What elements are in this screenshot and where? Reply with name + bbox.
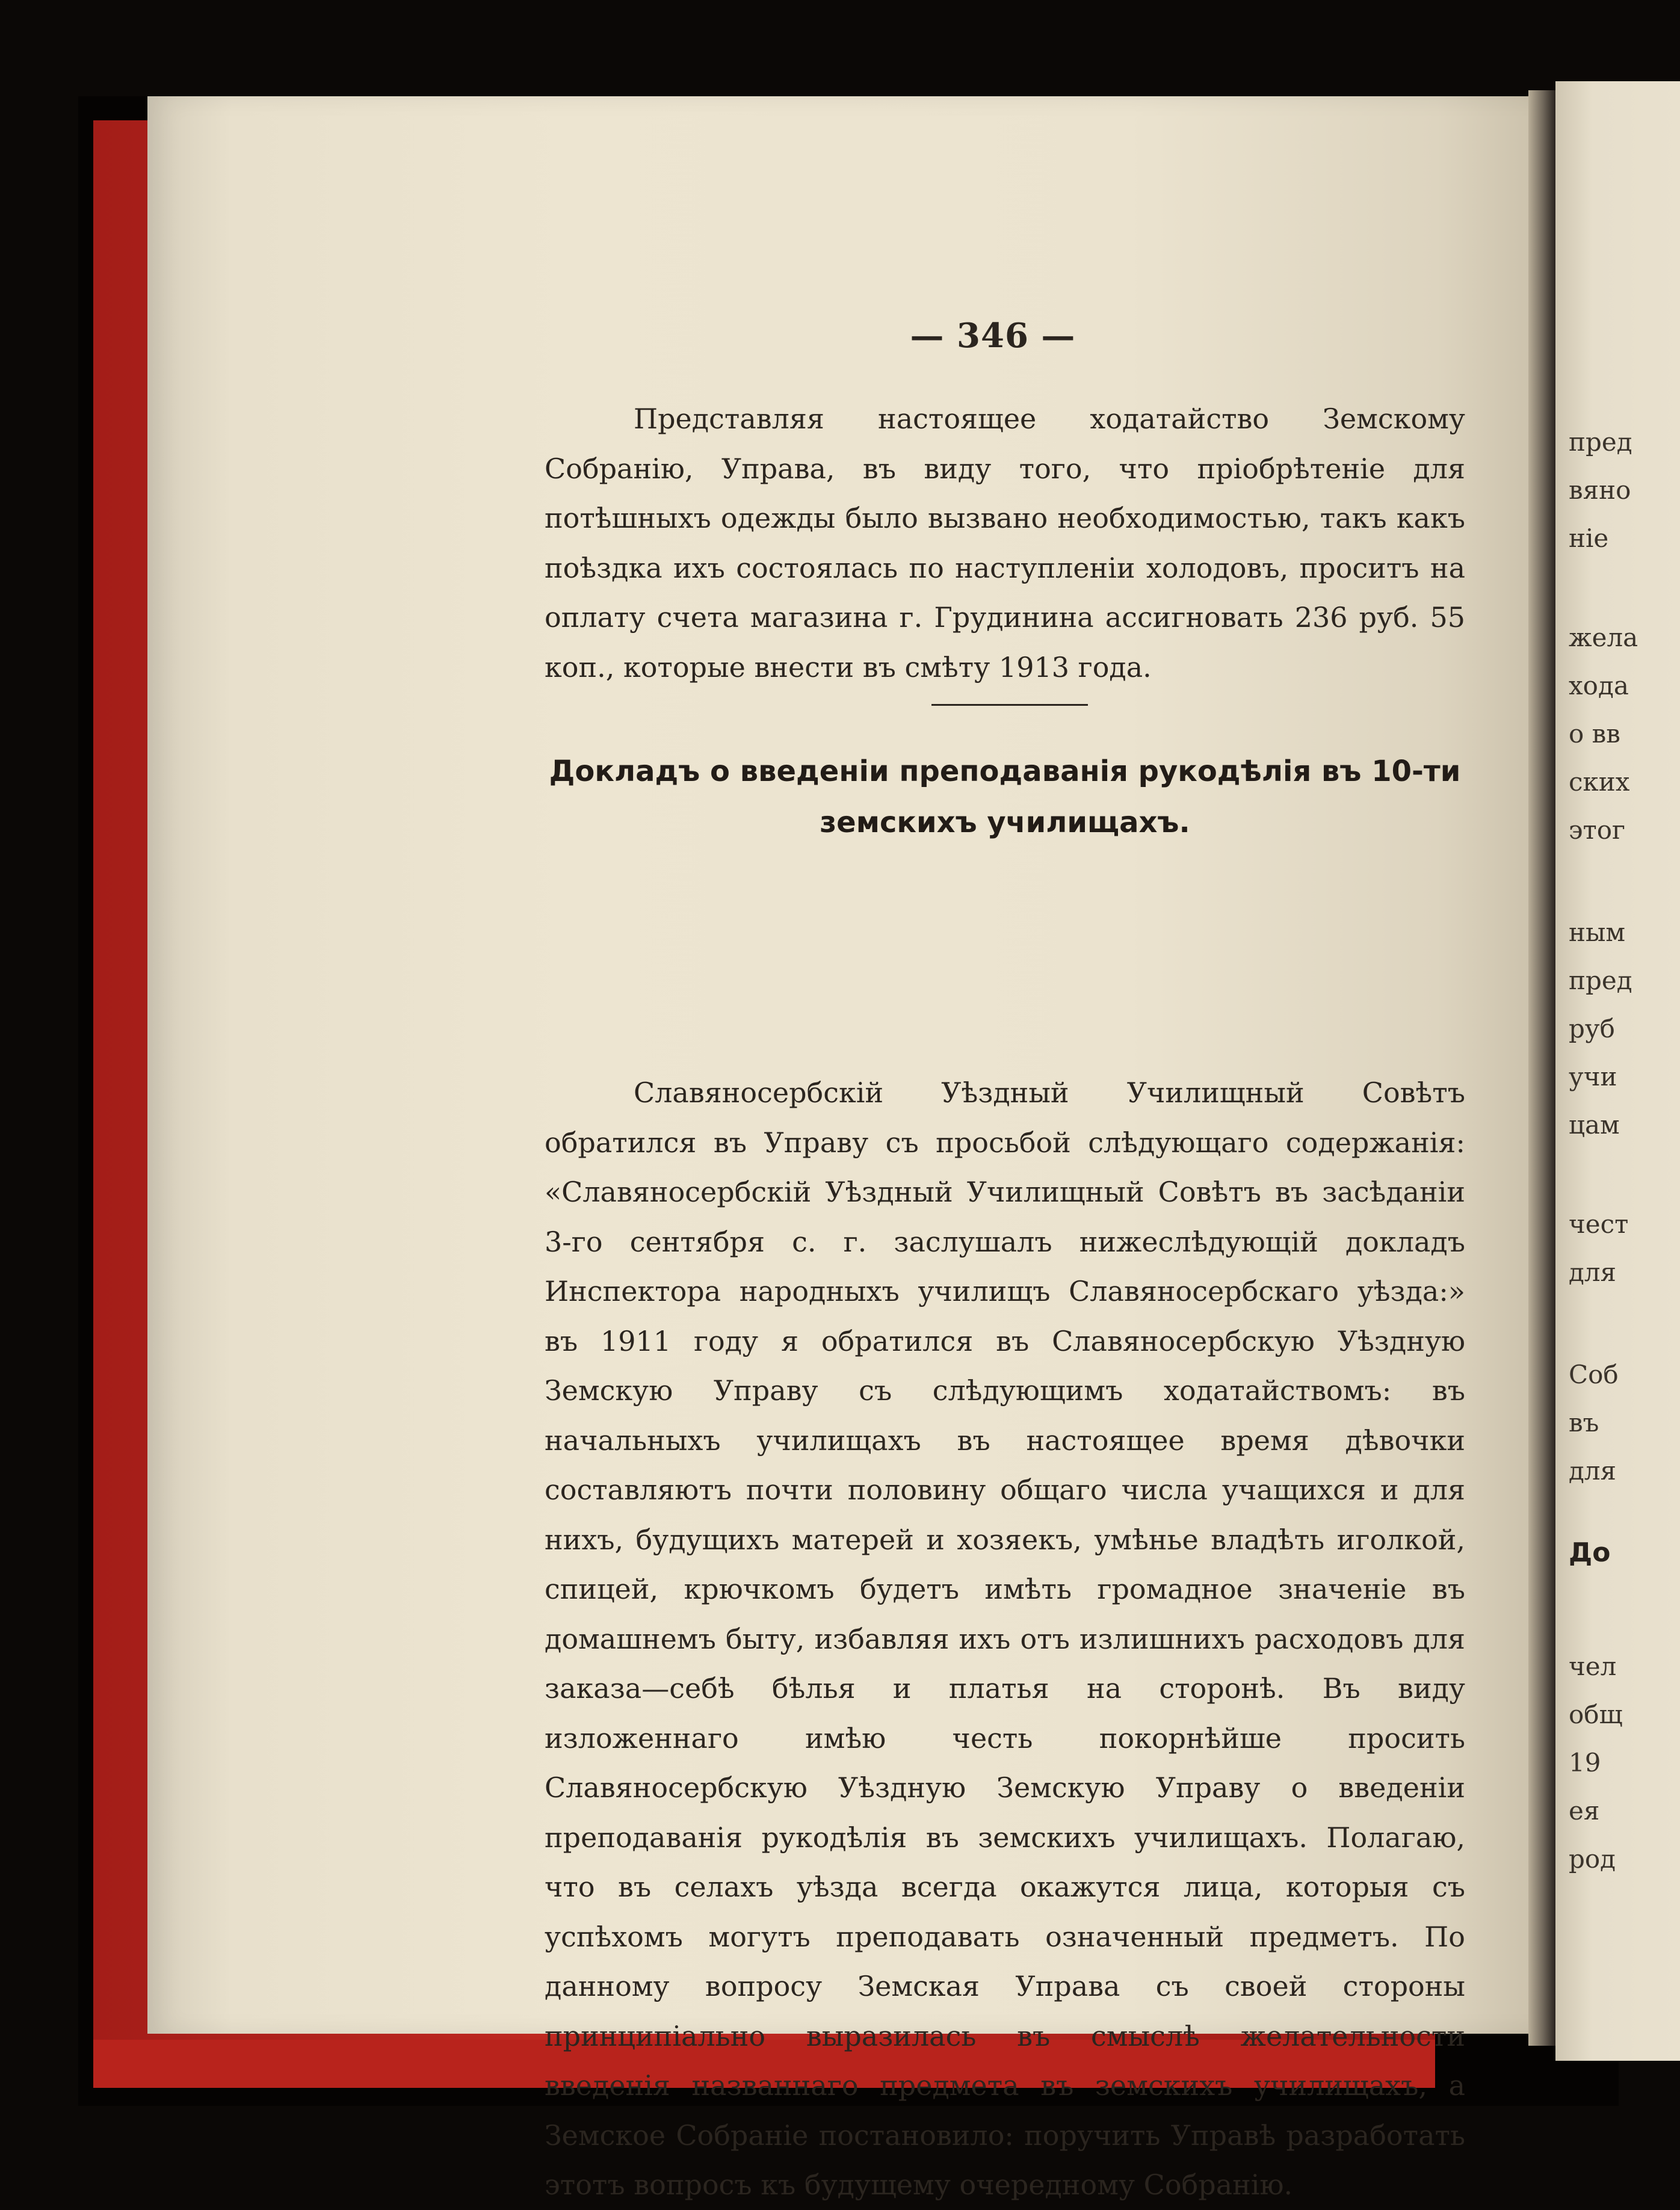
right-page-fragment: ным	[1569, 918, 1626, 947]
right-page-fragment: ских	[1569, 767, 1630, 797]
right-page-fragment: хода	[1569, 671, 1629, 700]
right-page-fragment: род	[1569, 1844, 1616, 1874]
right-page-fragment: учи	[1569, 1062, 1617, 1091]
right-page-fragment: этог	[1569, 815, 1626, 845]
section-heading: Докладъ о введеніи преподаванія рукодѣлія въ 10-ти земскихъ училищахъ.	[549, 755, 1461, 839]
right-page-fragment: жела	[1569, 623, 1638, 652]
right-page-fragment: руб	[1569, 1014, 1615, 1043]
right-page-edge	[1555, 81, 1680, 2061]
paragraph-funding-request: Представляя настоящее ходатайство Земскому Собранію, Управа, въ виду того, что пріобрѣтеніе для потѣшныхъ одежды было вызвано необходимостью, такъ какъ поѣздка ихъ состоялась по наступленіи холодовъ, проситъ на оплату счета магазина г. Грудинина ассигновать 236 руб. 55 коп., которые внести въ смѣту 1913 года.	[545, 403, 1465, 684]
right-page-fragment: пред	[1569, 427, 1632, 457]
right-page-fragment: въ	[1569, 1408, 1599, 1437]
right-page-fragment: чест	[1569, 1209, 1629, 1239]
right-page-fragment: До	[1569, 1537, 1611, 1568]
right-page-fragment: ніе	[1569, 523, 1609, 553]
right-page-fragment: общ	[1569, 1700, 1623, 1729]
page-number: — 346 —	[910, 316, 1076, 356]
right-page-fragment: вяно	[1569, 475, 1631, 505]
right-page-fragment: чел	[1569, 1652, 1617, 1681]
right-page-fragment: ея	[1569, 1796, 1600, 1826]
right-page-fragment: пред	[1569, 966, 1632, 995]
book-gutter	[1528, 90, 1555, 2046]
right-page-fragment: для	[1569, 1258, 1617, 1287]
paragraph-needlework-report: Славяносербскій Уѣздный Училищный Совѣтъ обратился въ Управу съ просьбой слѣдующаго содержанія: «Славяносербскій Уѣздный Училищный Совѣтъ въ засѣданіи 3-го сентября с. г. заслушалъ нижеслѣдующій докладъ Инспектора народныхъ училищъ Славяносербскаго уѣзда:» въ 1911 году я обратился въ Славяносербскую Уѣздную Земскую Управу съ слѣдующимъ ходатайствомъ: въ начальныхъ училищахъ въ настоящее время дѣвочки составляютъ почти половину общаго числа учащихся и для нихъ, будущихъ матерей и хозяекъ, умѣнье владѣть иголкой, спицей, крючкомъ будетъ имѣть громадное значеніе въ домашнемъ быту, избавляя ихъ отъ излишнихъ расходовъ для заказа—себѣ бѣлья и платья на сторонѣ. Въ виду изложеннаго имѣю честь покорнѣйше просить Славяносербскую Уѣздную Земскую Управу о введеніи преподаванія рукодѣлія въ земскихъ училищахъ. Полагаю, что въ селахъ уѣзда всегда окажутся лица, которыя съ успѣхомъ могутъ преподавать означенный предметъ. По данному вопросу Земская Управа съ своей стороны принципіально выразилась въ смыслѣ желательности введенія названнаго предмета въ земскихъ училищахъ, а Земское Собраніе постановило: поручить Управѣ разработать этотъ вопросъ къ будущему очередному Собранію.	[545, 1076, 1465, 2201]
right-page-fragment: для	[1569, 1456, 1617, 1486]
right-page-fragment: Соб	[1569, 1360, 1619, 1389]
section-separator	[931, 704, 1088, 706]
right-page-fragment: 19	[1569, 1748, 1601, 1777]
right-page-fragment: цам	[1569, 1110, 1620, 1140]
right-page-fragment: о вв	[1569, 719, 1620, 748]
